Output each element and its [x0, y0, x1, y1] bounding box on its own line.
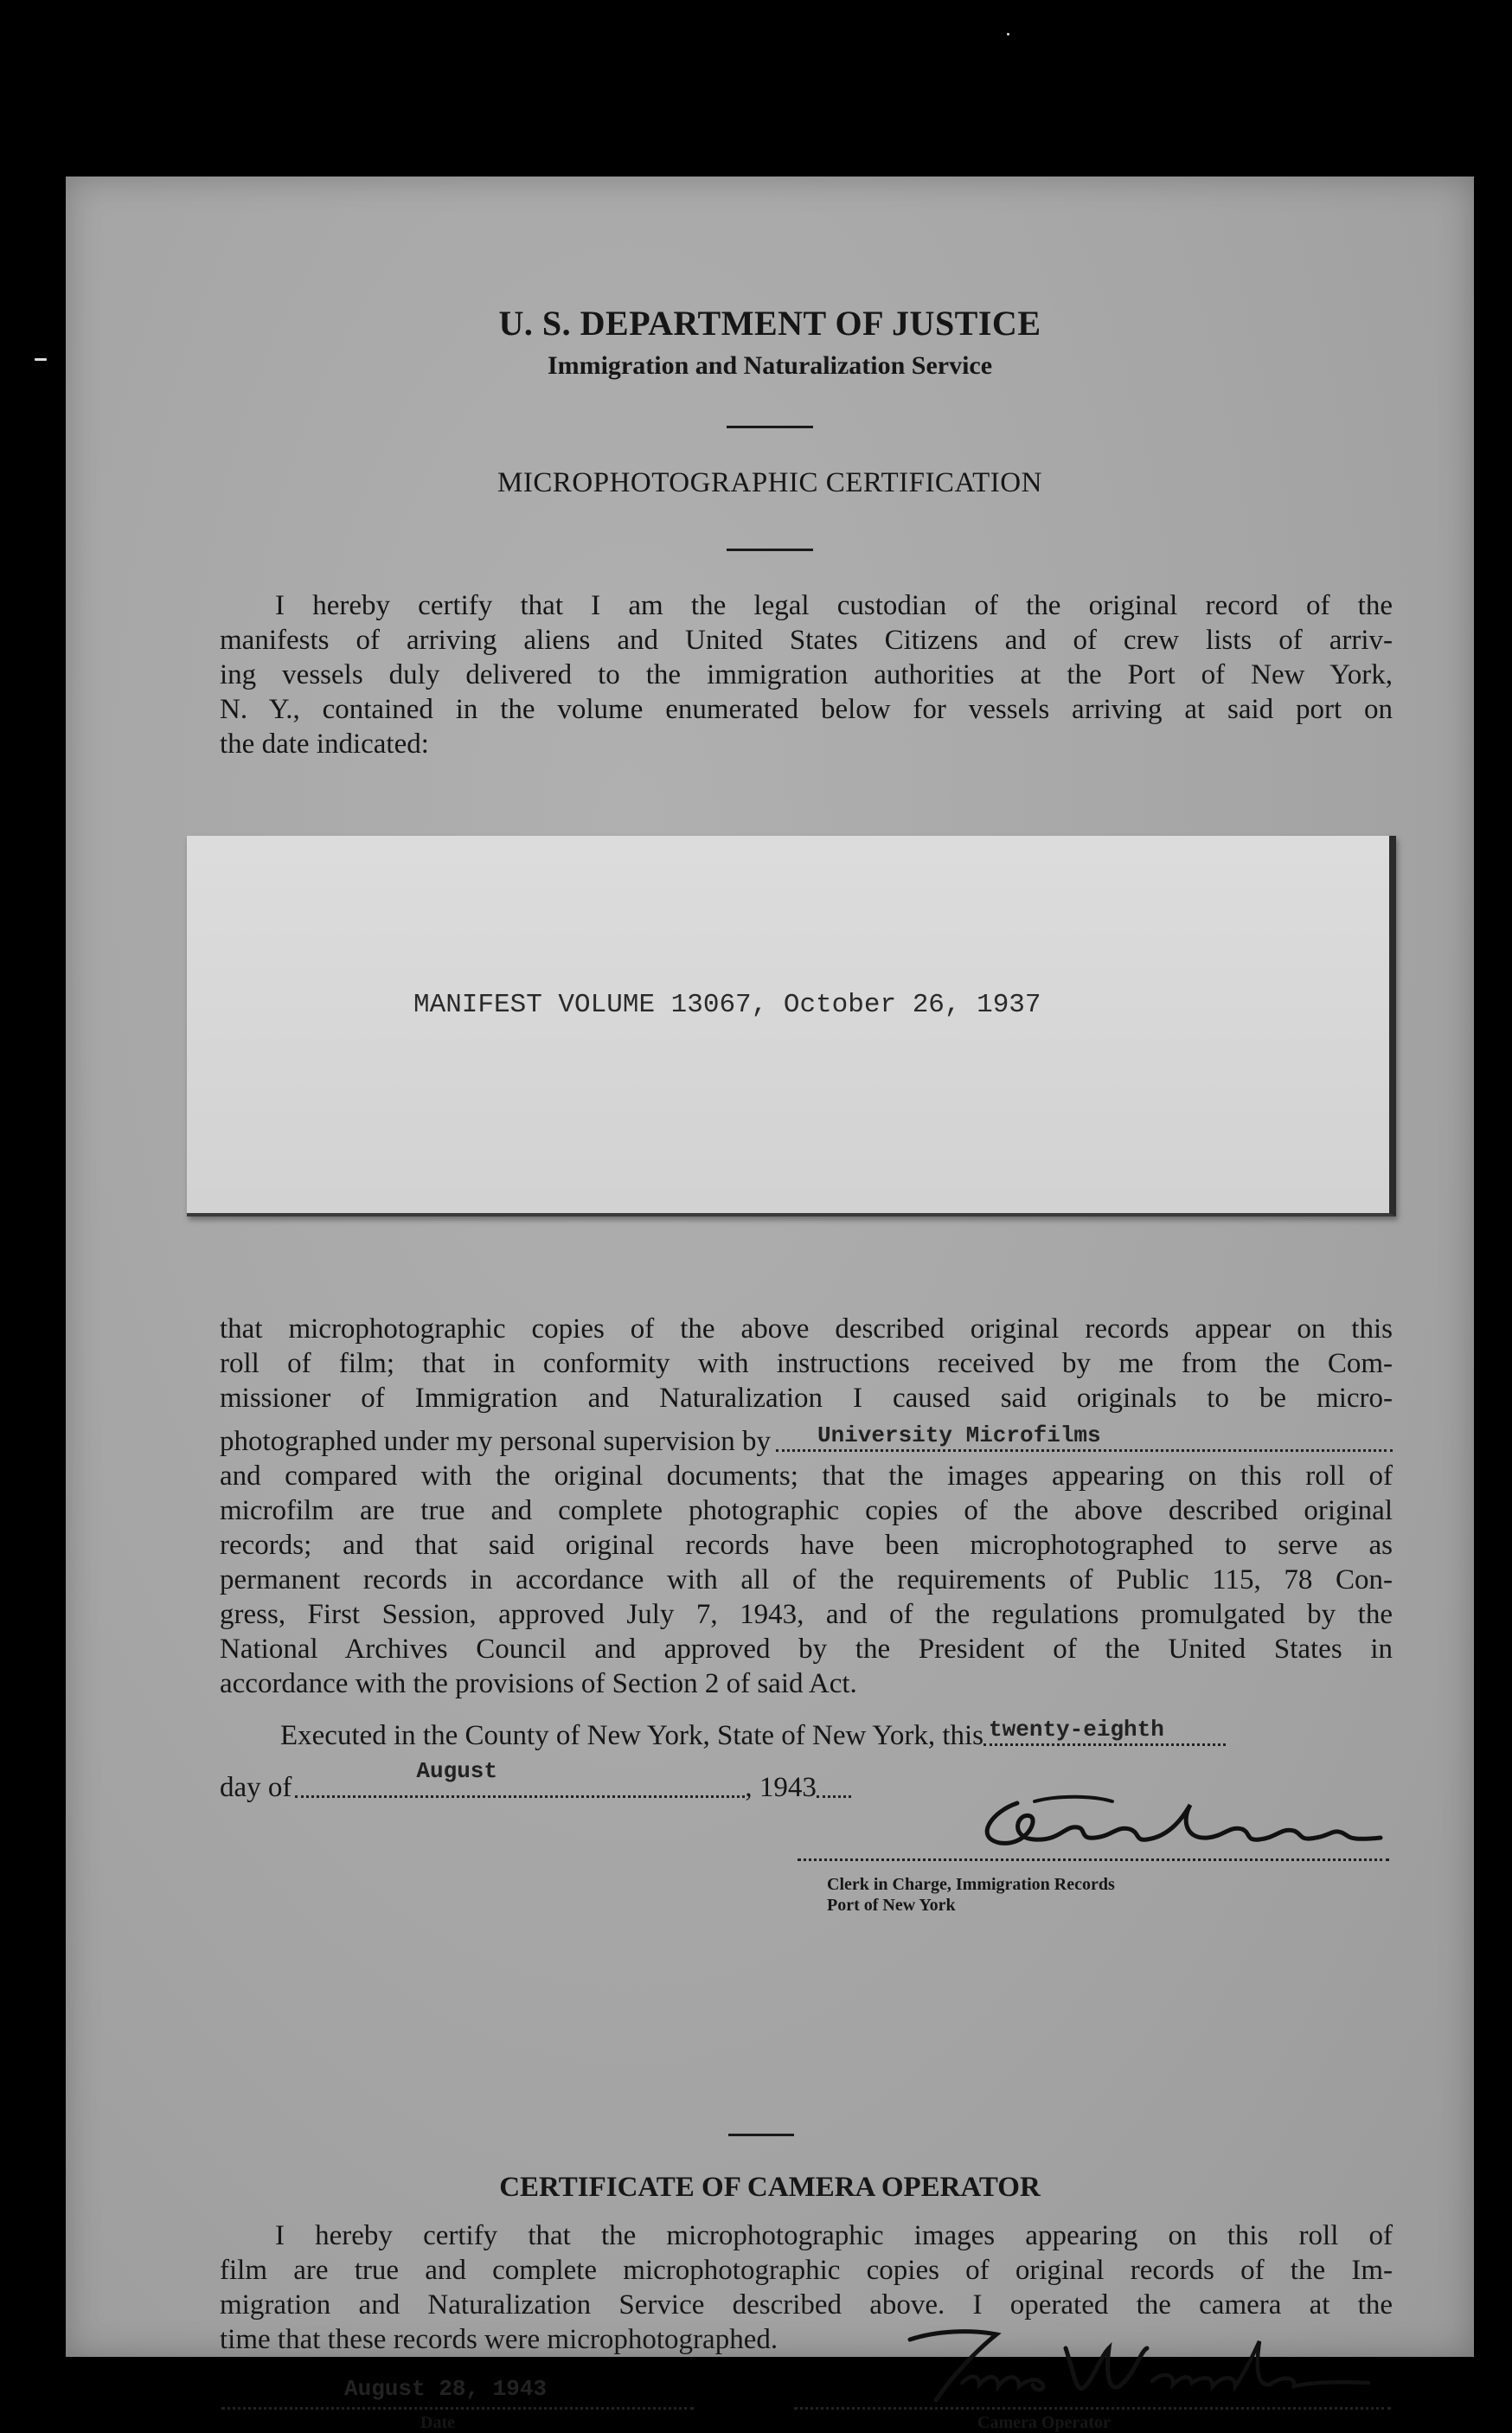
supervision-line: [220, 1424, 1393, 1459]
header-divider: [727, 426, 813, 428]
film-speck: [35, 358, 47, 361]
body-line: records; and that said original records have been microphotographed to serve as: [220, 1530, 1393, 1561]
department-title: U. S. DEPARTMENT OF JUSTICE: [498, 304, 1041, 343]
body-line: roll of film; that in conformity with instructions received by me from the Com-: [220, 1348, 1393, 1379]
intro-line: the date indicated:: [220, 729, 429, 760]
body-line: and compared with the original documents; that the images appearing on this roll of: [220, 1460, 1393, 1492]
day-fill-line: [983, 1717, 1226, 1746]
body-line: missioner of Immigration and Naturalization I caused said originals to be micro-: [220, 1383, 1393, 1414]
camera-date-line: [221, 2405, 694, 2410]
manifest-card: [187, 836, 1396, 1216]
camera-operator-signature: [849, 2314, 1386, 2409]
heading-divider: [727, 549, 813, 551]
body-line: National Archives Council and approved by the President of the United States in: [220, 1634, 1393, 1665]
film-speck: [1007, 33, 1009, 35]
clerk-signature-graphic: [887, 1786, 1389, 1855]
microfilm-company: University Microfilms: [817, 1422, 1101, 1448]
body-line: microfilm are true and complete photographic copies of the above described original: [220, 1495, 1393, 1526]
day-of-label: day of: [220, 1772, 292, 1803]
month-line: [220, 1758, 851, 1805]
year-text: , 1943: [745, 1772, 817, 1803]
supervision-prefix: photographed under my personal supervision by: [220, 1426, 771, 1457]
body-line: permanent records in accordance with all of the requirements of Public 115, 78 Con-: [220, 1564, 1393, 1595]
camera-operator-label: Camera Operator: [977, 2413, 1111, 2432]
body-line: gress, First Session, approved July 7, 1943, and of the regulations promulgated by the: [220, 1599, 1393, 1630]
camera-line: time that these records were microphotographed.: [220, 2324, 778, 2355]
body-line: accordance with the provisions of Section 2 of said Act.: [220, 1668, 857, 1699]
camera-line: migration and Naturalization Service described above. I operated the camera at the: [220, 2289, 1393, 2321]
supervision-fill-line: [776, 1422, 1393, 1452]
intro-line: I hereby certify that I am the legal custodian of the original record of the: [275, 590, 1393, 621]
day-value: twenty-eighth: [989, 1717, 1164, 1743]
camera-line: film are true and complete microphotographic copies of original records of the Im-: [220, 2255, 1393, 2286]
execution-line: [280, 1718, 1405, 1753]
camera-section-divider: [728, 2134, 794, 2136]
certification-heading: MICROPHOTOGRAPHIC CERTIFICATION: [497, 467, 1042, 498]
service-subtitle: Immigration and Naturalization Service: [547, 351, 993, 380]
manifest-volume-text: MANIFEST VOLUME 13067, October 26, 1937: [413, 990, 1041, 1020]
intro-line: N. Y., contained in the volume enumerated below for vessels arriving at said port on: [220, 694, 1393, 725]
month-value: August: [416, 1758, 498, 1784]
camera-certificate-heading: CERTIFICATE OF CAMERA OPERATOR: [499, 2172, 1041, 2203]
camera-date-value: August 28, 1943: [344, 2376, 548, 2402]
clerk-signature-line: [798, 1857, 1389, 1861]
intro-line: ing vessels duly delivered to the immigration authorities at the Port of New York,: [220, 659, 1393, 690]
body-line: that microphotographic copies of the above described original records appear on this: [220, 1313, 1393, 1345]
camera-line: I hereby certify that the microphotographic images appearing on this roll of: [275, 2220, 1393, 2251]
clerk-title-line1: Clerk in Charge, Immigration Records: [827, 1875, 1115, 1894]
execution-prefix: Executed in the County of New York, State of New York, this: [280, 1720, 984, 1751]
month-fill-line: [295, 1758, 745, 1798]
clerk-signature: [887, 1786, 1389, 1855]
camera-date-label: Date: [420, 2413, 455, 2432]
clerk-title-line2: Port of New York: [827, 1896, 956, 1915]
body-paragraph: [220, 1312, 1393, 1701]
camera-operator-line: [794, 2405, 1391, 2410]
year-fill-line: [817, 1794, 851, 1798]
clerk-title: [827, 1874, 1115, 1916]
operator-signature-graphic: [849, 2314, 1386, 2409]
intro-line: manifests of arriving aliens and United States Citizens and of crew lists of arriv-: [220, 625, 1393, 656]
certificate-page: [66, 177, 1474, 2432]
intro-paragraph: [220, 588, 1393, 761]
